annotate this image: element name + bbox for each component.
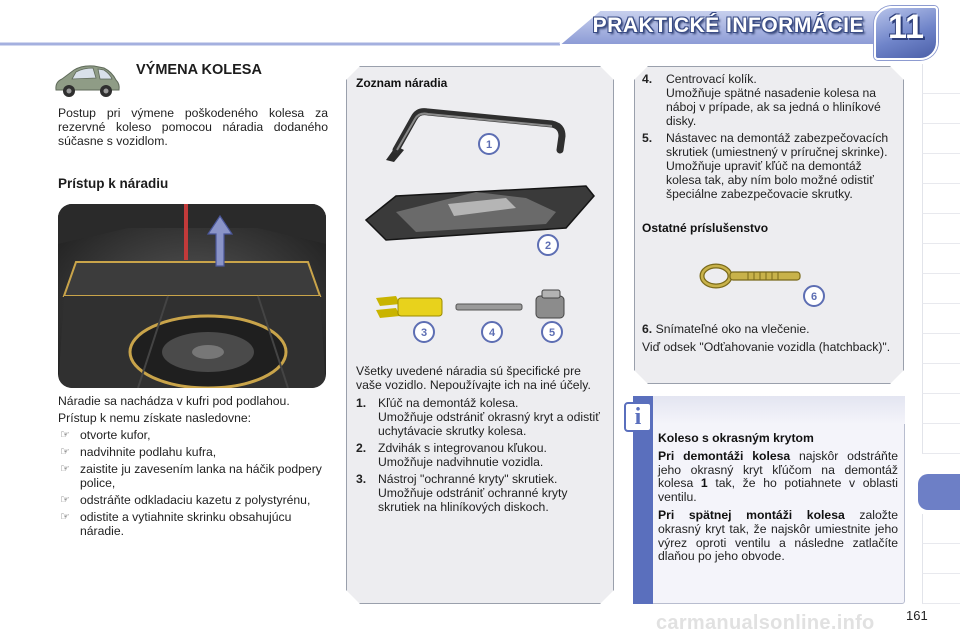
chapter-tab[interactable] xyxy=(922,124,960,154)
list-item: 4. Centrovací kolík. Umožňuje spätné nasadenie kolesa na náboj v prípade, ak sa jedná o hliníkové disky. xyxy=(642,72,881,128)
callout-6: 6 xyxy=(810,291,818,303)
chapter-tab[interactable] xyxy=(922,94,960,124)
tool-access-heading: Prístup k náradiu xyxy=(58,176,169,191)
access-steps-list xyxy=(58,428,330,538)
chapter-tab[interactable] xyxy=(922,64,960,94)
list-item: ☞ odistite a vytiahnite skrinku obsahujúcu náradie. xyxy=(60,510,292,538)
chapter-title: PRAKTICKÉ INFORMÁCIE xyxy=(592,14,864,37)
tool-list xyxy=(356,396,606,514)
callout-2: 2 xyxy=(544,240,552,252)
car-icon xyxy=(52,60,122,100)
tool-list-text xyxy=(356,364,606,517)
access-intro-text: Prístup k nemu získate nasledovne: xyxy=(58,411,252,425)
list-item: ☞ nadvihnite podlahu kufra, xyxy=(60,445,217,459)
chapter-tab[interactable] xyxy=(922,154,960,184)
towing-eye-caption: 6. Snímateľné oko na vlečenie. Viď odsek "Odťahovanie vozidla (hatchback)". xyxy=(642,322,898,358)
list-item: ☞ otvorte kufor, xyxy=(60,428,151,442)
chapter-tab-active[interactable] xyxy=(918,474,960,510)
chapter-tab[interactable] xyxy=(922,574,960,604)
list-item: 3. Nástroj "ochranné kryty" skrutiek. Umožňuje odstrániť ochranné kryty skrutiek na hliníkových diskoch. xyxy=(356,472,568,514)
towing-eye-illustration xyxy=(690,252,830,312)
callout-3: 3 xyxy=(420,327,428,339)
chapter-tab[interactable] xyxy=(922,544,960,574)
pointing-hand-icon: ☞ xyxy=(60,494,70,506)
tool-location-text: Náradie sa nachádza v kufri pod podlahou. xyxy=(58,394,290,408)
chapter-number: 11 xyxy=(888,8,924,46)
list-item: 1. Kľúč na demontáž kolesa. Umožňuje odstrániť okrasný kryt a odistiť uchytávacie skrutky kolesa. xyxy=(356,396,600,438)
callout-5: 5 xyxy=(548,327,556,339)
chapter-tabs[interactable] xyxy=(922,64,960,624)
trunk-photo xyxy=(58,204,326,388)
pointing-hand-icon: ☞ xyxy=(60,429,70,441)
tool-usage-note: Všetky uvedené náradia sú špecifické pre vaše vozidlo. Nepoužívajte ich na iné účely. xyxy=(356,364,591,392)
chapter-tab[interactable] xyxy=(922,184,960,214)
chapter-tab[interactable] xyxy=(922,394,960,424)
tools-illustration xyxy=(356,100,606,355)
watermark: carmanualsonline.info xyxy=(656,612,875,634)
chapter-tab[interactable] xyxy=(922,244,960,274)
page-number: 161 xyxy=(906,608,928,623)
chapter-tab[interactable] xyxy=(922,514,960,544)
other-accessories-heading: Ostatné príslušenstvo xyxy=(642,221,769,235)
pointing-hand-icon: ☞ xyxy=(60,446,70,458)
section-title: VÝMENA KOLESA xyxy=(136,62,262,78)
callout-1: 1 xyxy=(485,139,493,151)
pointing-hand-icon: ☞ xyxy=(60,511,70,523)
list-item: ☞ odstráňte odkladaciu kazetu z polystyrénu, xyxy=(60,493,311,507)
list-item: 2. Zdvihák s integrovanou kľukou. Umožňuje nadvihnutie vozidla. xyxy=(356,441,547,469)
towing-reference: Viď odsek "Odťahovanie vozidla (hatchback)". xyxy=(642,340,891,354)
list-item: 5. Nástavec na demontáž zabezpečovacích skrutiek (umiestnený v príručnej skrinke). Umožňuje upraviť kľúč na demontáž kolesa tak, aby ním bolo možné odistiť špeciálne zabezpečovacie skrutky. xyxy=(642,131,889,201)
info-icon: i xyxy=(624,402,652,432)
chapter-tab[interactable] xyxy=(922,304,960,334)
pointing-hand-icon: ☞ xyxy=(60,463,70,475)
intro-paragraph: Postup pri výmene poškodeného kolesa za rezervné koleso pomocou náradia dodaného súčasne s vozidlom. xyxy=(58,106,328,148)
chapter-tab[interactable] xyxy=(922,334,960,364)
info-content: Koleso s okrasným krytom Pri demontáži kolesa najskôr odstráňte jeho okrasný kryt kľúčom na demontáž kolesa 1 tak, že ho potiahnete v oblasti ventilu. Pri spätnej montáži kolesa založte okrasný kryt tak, že najskôr umiestnite jeho výrez oproti ventilu a následne zatlačíte dlaňou po jeho obvode. xyxy=(658,431,898,564)
info-box-header xyxy=(653,396,905,424)
tool-list-title: Zoznam náradia xyxy=(356,76,448,90)
chapter-tab[interactable] xyxy=(922,214,960,244)
info-title: Koleso s okrasným krytom xyxy=(658,431,814,445)
additional-tool-list xyxy=(642,72,898,204)
tool-access-instructions xyxy=(58,394,330,541)
list-item: ☞ zaistite ju zavesením lanka na háčik podpery police, xyxy=(60,462,322,490)
chapter-tab[interactable] xyxy=(922,424,960,454)
chapter-tab[interactable] xyxy=(922,274,960,304)
callout-4: 4 xyxy=(488,327,496,339)
chapter-tab[interactable] xyxy=(922,364,960,394)
